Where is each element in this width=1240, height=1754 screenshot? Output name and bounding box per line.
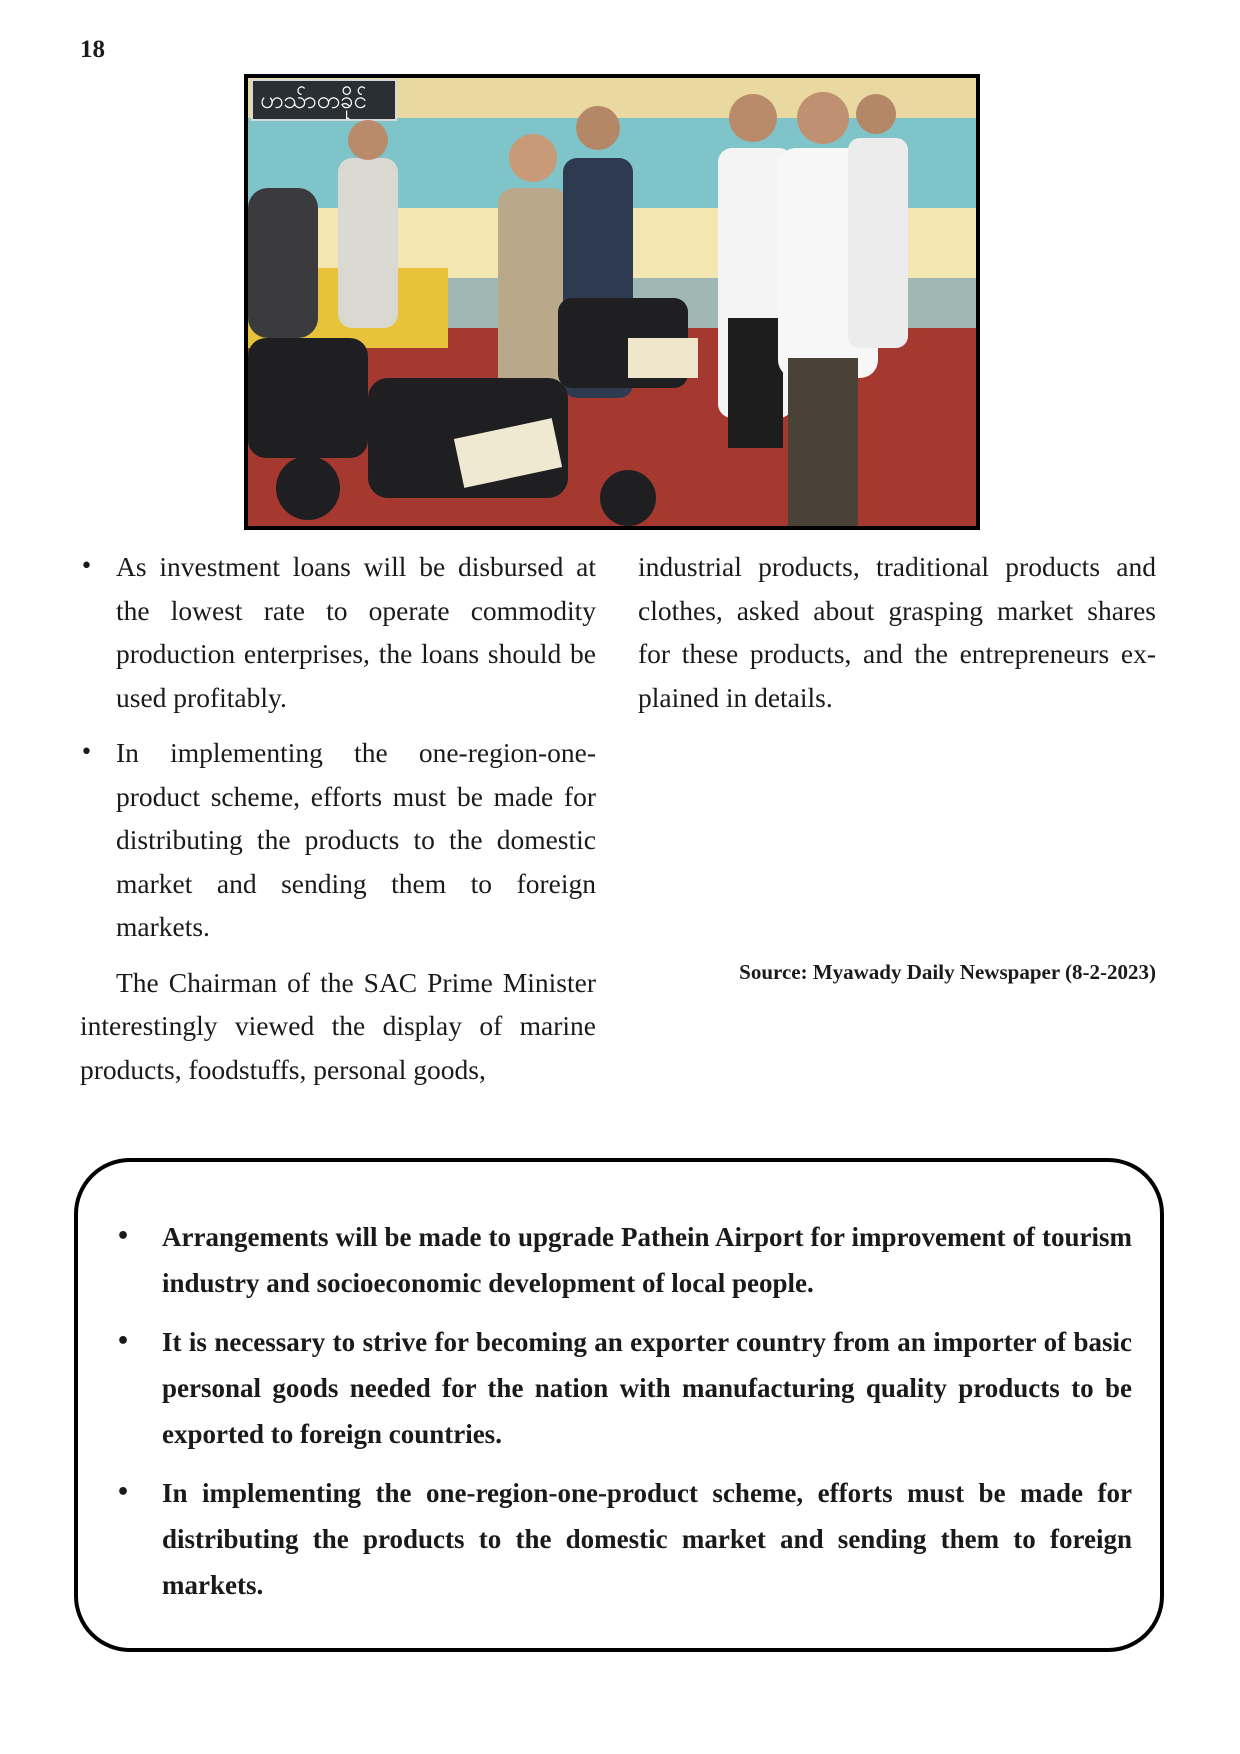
body-paragraph: The Chairman of the SAC Prime Minister interestingly viewed the display of marine products, foodstuffs, personal goods, [80,966,596,1085]
highlight-item: • It is necessary to strive for becoming an exporter country from an importer of basic personal goods needed for the nation with manufacturing quality products to be exported to foreign countries. [106,1319,1132,1457]
highlight-item: • In implementing the one-region-one-product scheme, efforts must be made for distributing the products to the domestic market and sending them to foreign markets. [106,1470,1132,1608]
page-number: 18 [80,36,105,63]
highlight-box [74,1158,1164,1652]
banner-label: ဟသ်ာတခိုင် [260,86,367,114]
left-column [80,545,596,1091]
source-citation: Source: Myawady Daily Newspaper (8-2-2023) [739,960,1156,984]
list-item: • In implementing the one-region-one-product scheme, efforts must be made for distributing the products to the domestic market and sending them to foreign markets. [80,731,596,949]
body-paragraph-continued: industrial products, traditional products and clothes, asked about grasping market shares for these products, and the entrepreneurs explained in details. [638,551,1156,713]
highlight-item: • Arrangements will be made to upgrade Pathein Airport for improvement of tourism industry and socioeconomic development of local people. [106,1214,1132,1306]
left-bullet-list [80,545,596,949]
highlight-list [106,1214,1132,1608]
right-column [638,545,1156,719]
event-photo [244,74,980,530]
list-item: • As investment loans will be disbursed at the lowest rate to operate commodity production enterprises, the loans should be used profitably. [80,545,596,719]
